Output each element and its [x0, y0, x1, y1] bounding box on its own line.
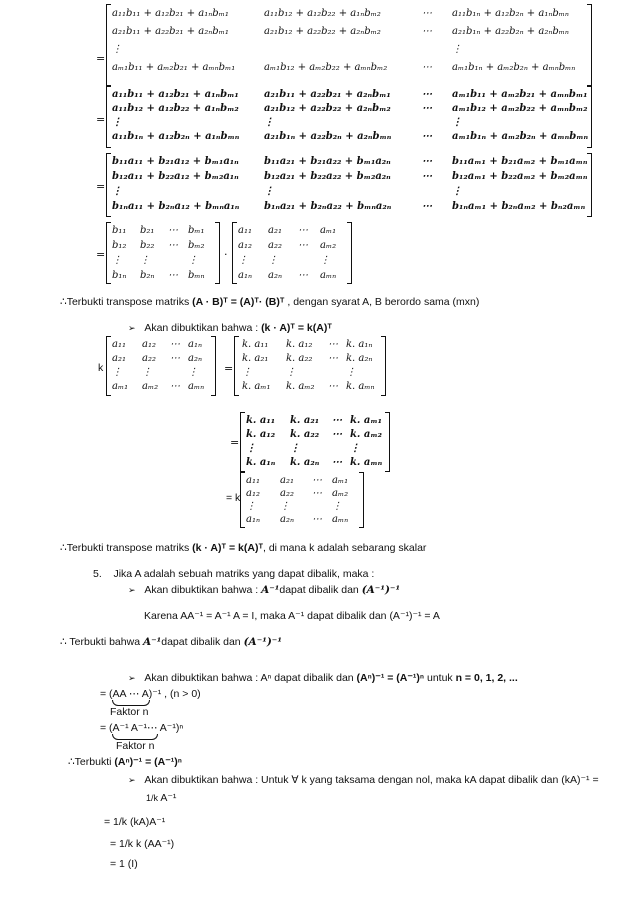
matrix-cell: ⋯ [422, 103, 432, 114]
matrix-cell: ⋮ [452, 186, 462, 197]
matrix-cell: ⋯ [422, 156, 432, 167]
matrix-cell: a₁ₙ [246, 514, 261, 525]
matrix-cell: aₘ₂ [320, 240, 337, 251]
conclusion-3: ∴ Terbukti bahwa A⁻¹dapat dibalik dan (A⁻¹)⁻¹ [60, 636, 282, 648]
matrix-cell: ⋮ [290, 443, 300, 454]
matrix-cell: b₁ₙaₘ₁ + b₂ₙaₘ₂ + bₙ₂aₘₙ [452, 201, 586, 212]
matrix-cell: ⋯ [312, 475, 322, 486]
matrix-cell: ⋮ [452, 117, 462, 128]
matrix-cell: ⋮ [246, 501, 256, 512]
equals-sign: = [230, 436, 240, 449]
matrix-cell: aₘ₁ [112, 381, 129, 392]
matrix-cell: a₁₁ [238, 225, 252, 236]
step-3: = 1 (I) [110, 858, 138, 870]
matrix-cell: a₁ₙ [238, 270, 253, 281]
matrix-cell: k. a₁ₙ [346, 339, 373, 350]
matrix-cell: ⋯ [168, 270, 178, 281]
matrix-cell: ⋮ [332, 501, 342, 512]
matrix-cell: b₁ₙ [112, 270, 127, 281]
matrix-cell: k. a₂₁ [242, 353, 269, 364]
equals-sign: = [224, 362, 234, 375]
matrix-cell: aₘₙ [332, 514, 349, 525]
equals-k: = k [226, 492, 241, 504]
matrix-cell: a₁₁b₁₂ + a₁₂b₂₂ + a₁ₙbₘ₂ [112, 103, 239, 114]
matrix-cell: b₁₂aₘ₁ + b₂₂aₘ₂ + bₘ₂aₘₙ [452, 171, 588, 182]
matrix-cell: k. a₁₁ [246, 415, 276, 426]
matrix-cell: a₁₁b₁₁ + a₁₂b₂₁ + a₁ₙbₘ₁ [112, 8, 229, 19]
matrix-cell: ⋯ [298, 240, 308, 251]
matrix-cell: ⋯ [328, 381, 338, 392]
matrix-cell: k. a₁₂ [246, 429, 276, 440]
matrix-cell: a₂₁b₁₁ + a₂₂b₂₁ + a₂ₙbₘ₁ [264, 89, 391, 100]
matrix-cell: a₂₁b₁₂ + a₂₂b₂₂ + a₂ₙbₘ₂ [264, 26, 381, 37]
matrix-cell: aₘₙ [188, 381, 205, 392]
conclusion-2: ∴Terbukti transpose matriks (k · A)ᵀ = k(A)ᵀ, di mana k adalah sebarang skalar [60, 542, 427, 554]
matrix-cell: bₘₙ [188, 270, 205, 281]
conclusion-1: ∴Terbukti transpose matriks (A · B)ᵀ = (A)ᵀ· (B)ᵀ , dengan syarat A, B berordo sama (mxn) [60, 296, 480, 308]
bullet-arrow-icon: ➢ [128, 776, 136, 786]
proof-inverse-heading: ➢ Akan dibuktikan bahwa : A⁻¹dapat dibalik dan (A⁻¹)⁻¹ [128, 584, 401, 596]
matrix-cell: ⋯ [168, 225, 178, 236]
matrix-cell: a₂ₙ [188, 353, 203, 364]
matrix-cell: ⋮ [286, 367, 296, 378]
matrix-cell: b₂₂ [140, 240, 155, 251]
proof-kA-heading: ➢ Akan dibuktikan bahwa : (k · A)ᵀ = k(A)ᵀ [128, 322, 332, 334]
matrix-cell: k. aₘ₂ [350, 429, 383, 440]
matrix-cell: a₁₁b₁₁ + a₁₂b₂₁ + a₁ₙbₘ₁ [112, 89, 239, 100]
matrix-cell: k. a₂₂ [286, 353, 313, 364]
matrix-cell: a₁₂ [142, 339, 156, 350]
equals-sign: = [96, 113, 106, 126]
matrix-cell: aₘ₂ [142, 381, 159, 392]
step-1: = 1/k (kA)A⁻¹ [104, 816, 166, 828]
matrix-cell: k. a₂ₙ [346, 353, 373, 364]
matrix-cell: ⋮ [112, 367, 122, 378]
matrix-cell: k. aₘ₁ [242, 381, 271, 392]
matrix-cell: aₘ₁b₁₁ + aₘ₂b₂₁ + aₘₙbₘ₁ [452, 89, 588, 100]
matrix-cell: ⋮ [112, 186, 122, 197]
matrix-cell: bₘ₁ [188, 225, 205, 236]
matrix-cell: a₂₁ [280, 475, 294, 486]
matrix-cell: ⋮ [246, 443, 256, 454]
matrix-cell: a₂₂ [280, 488, 294, 499]
proof-power-heading: ➢ Akan dibuktikan bahwa : Aⁿ dapat dibalik dan (Aⁿ)⁻¹ = (A⁻¹)ⁿ untuk n = 0, 1, 2, ... [128, 672, 518, 684]
matrix-cell: aₘ₁b₁ₙ + aₘ₂b₂ₙ + aₘₙbₘₙ [452, 62, 576, 73]
matrix-cell: ⋯ [328, 339, 338, 350]
matrix-cell: a₂₁b₁ₙ + a₂₂b₂ₙ + a₂ₙbₘₙ [452, 26, 569, 37]
matrix-cell: b₂₁ [140, 225, 155, 236]
equals-sign: = [96, 52, 106, 65]
matrix-cell: a₁₂ [246, 488, 260, 499]
bullet-arrow-icon: ➢ [128, 324, 136, 334]
matrix-cell: ⋮ [264, 186, 274, 197]
matrix-cell: a₂₂ [142, 353, 156, 364]
matrix-cell: a₁₁b₁ₙ + a₁₂b₂ₙ + a₁ₙbₘₙ [112, 131, 240, 142]
matrix-block-2 [106, 86, 592, 148]
matrix-cell: k. aₘ₁ [350, 415, 383, 426]
matrix-cell: ⋯ [332, 457, 342, 468]
matrix-A [106, 336, 216, 396]
line-ainv: = (A⁻¹ A⁻¹⋯ A⁻¹)ⁿ [100, 722, 184, 734]
step-2: = 1/k k (AA⁻¹) [110, 838, 175, 850]
matrix-b-transpose [106, 222, 220, 284]
matrix-cell: k. aₘ₂ [286, 381, 315, 392]
matrix-A-transpose [240, 472, 364, 528]
matrix-cell: aₘ₁ [320, 225, 337, 236]
matrix-cell: a₂ₙ [268, 270, 283, 281]
scalar-k: k [98, 362, 104, 374]
matrix-cell: ⋮ [350, 443, 360, 454]
matrix-cell: a₁₁ [246, 475, 260, 486]
matrix-cell: a₁₁ [112, 339, 126, 350]
matrix-cell: a₂₁b₁₁ + a₂₂b₂₁ + a₂ₙbₘ₁ [112, 26, 229, 37]
matrix-cell: ⋯ [422, 26, 432, 37]
proof-scalar-heading: ➢ Akan dibuktikan bahwa : Untuk ∀ k yang taksama dengan nol, maka kA dapat dibalik dan (kA)⁻¹ = [128, 774, 599, 786]
matrix-cell: aₘ₁b₁₁ + aₘ₂b₂₁ + aₘₙbₘ₁ [112, 62, 236, 73]
item-5: 5. Jika A adalah sebuah matriks yang dapat dibalik, maka : [93, 568, 375, 580]
matrix-cell: ⋯ [422, 8, 432, 19]
matrix-cell: aₘ₁b₁₂ + aₘ₂b₂₂ + aₘₙbₘ₂ [264, 62, 388, 73]
matrix-cell: ⋮ [188, 367, 198, 378]
matrix-cell: a₁₁b₁ₙ + a₁₂b₂ₙ + a₁ₙbₘₙ [452, 8, 569, 19]
matrix-cell: b₁₁aₘ₁ + b₂₁aₘ₂ + bₘ₁aₘₙ [452, 156, 588, 167]
conclusion-4: ∴Terbukti (Aⁿ)⁻¹ = (A⁻¹)ⁿ [68, 756, 182, 768]
matrix-cell: b₁₁ [112, 225, 127, 236]
matrix-cell: bₘ₂ [188, 240, 205, 251]
matrix-cell: k. aₘₙ [346, 381, 375, 392]
matrix-cell: ⋯ [422, 171, 432, 182]
matrix-cell: ⋯ [170, 339, 180, 350]
matrix-cell: k. a₂₁ [290, 415, 320, 426]
matrix-cell: ⋮ [242, 367, 252, 378]
matrix-cell: k. a₂₂ [290, 429, 320, 440]
karena-line: Karena AA⁻¹ = A⁻¹ A = I, maka A⁻¹ dapat dibalik dan (A⁻¹)⁻¹ = A [144, 610, 440, 622]
matrix-cell: ⋮ [268, 255, 278, 266]
matrix-cell: aₘ₁ [332, 475, 349, 486]
matrix-cell: ⋮ [320, 255, 330, 266]
matrix-cell: ⋯ [170, 353, 180, 364]
matrix-cell: aₘ₁b₁ₙ + aₘ₂b₂ₙ + aₘₙbₘₙ [452, 131, 589, 142]
matrix-cell: b₁₁a₂₁ + b₂₁a₂₂ + bₘ₁a₂ₙ [264, 156, 391, 167]
matrix-cell: ⋮ [238, 255, 248, 266]
matrix-kA [234, 336, 386, 396]
matrix-cell: b₁₂a₁₁ + b₂₂a₁₂ + bₘ₂a₁ₙ [112, 171, 239, 182]
matrix-cell: ⋯ [332, 415, 342, 426]
matrix-cell: ⋯ [422, 201, 432, 212]
matrix-cell: a₂₁b₁₂ + a₂₂b₂₂ + a₂ₙbₘ₂ [264, 103, 391, 114]
matrix-cell: ⋮ [346, 367, 356, 378]
matrix-cell: a₂₁b₁ₙ + a₂₂b₂ₙ + a₂ₙbₘₙ [264, 131, 392, 142]
matrix-cell: ⋯ [168, 240, 178, 251]
bullet-arrow-icon: ➢ [128, 674, 136, 684]
matrix-block-1 [106, 4, 592, 86]
matrix-cell: ⋮ [142, 367, 152, 378]
matrix-cell: k. a₁₂ [286, 339, 313, 350]
matrix-cell: ⋯ [170, 381, 180, 392]
matrix-cell: b₁₂ [112, 240, 127, 251]
faktor-n-label: Faktor n [110, 706, 149, 718]
matrix-cell: k. a₁ₙ [246, 457, 276, 468]
matrix-cell: b₁₂a₂₁ + b₂₂a₂₂ + bₘ₂a₂ₙ [264, 171, 391, 182]
dot-operator: · [224, 248, 228, 261]
matrix-cell: ⋯ [312, 488, 322, 499]
matrix-cell: ⋯ [422, 89, 432, 100]
matrix-cell: ⋮ [188, 255, 198, 266]
matrix-cell: k. aₘₙ [350, 457, 383, 468]
matrix-cell: a₂ₙ [280, 514, 295, 525]
line-aa: = (AA ⋯ A)⁻¹ , (n > 0) [100, 688, 201, 700]
matrix-cell: a₁ₙ [188, 339, 203, 350]
matrix-cell: ⋯ [312, 514, 322, 525]
matrix-cell: ⋮ [280, 501, 290, 512]
matrix-cell: ⋯ [422, 131, 432, 142]
matrix-cell: b₂ₙ [140, 270, 155, 281]
equals-sign: = [96, 248, 106, 261]
matrix-cell: k. a₁₁ [242, 339, 269, 350]
matrix-block-3 [106, 153, 592, 217]
matrix-cell: aₘ₂ [332, 488, 349, 499]
matrix-cell: ⋯ [298, 270, 308, 281]
matrix-cell: a₂₁ [112, 353, 126, 364]
matrix-cell: ⋮ [112, 255, 122, 266]
matrix-cell: ⋯ [422, 62, 432, 73]
matrix-cell: b₁ₙa₁₁ + b₂ₙa₁₂ + bₘₙa₁ₙ [112, 201, 240, 212]
matrix-cell: a₂₁ [268, 225, 282, 236]
matrix-cell: ⋯ [298, 225, 308, 236]
matrix-cell: aₘₙ [320, 270, 337, 281]
matrix-cell: a₂₂ [268, 240, 282, 251]
matrix-cell: a₁₂ [238, 240, 252, 251]
equals-sign: = [96, 180, 106, 193]
matrix-a-transpose [232, 222, 352, 284]
faktor-n-label: Faktor n [116, 740, 155, 752]
matrix-cell: aₘ₁b₁₂ + aₘ₂b₂₂ + aₘₙbₘ₂ [452, 103, 588, 114]
matrix-cell: b₁₁a₁₁ + b₂₁a₁₂ + bₘ₁a₁ₙ [112, 156, 239, 167]
matrix-cell: ⋮ [452, 44, 462, 55]
matrix-cell: k. a₂ₙ [290, 457, 320, 468]
matrix-cell: ⋮ [264, 117, 274, 128]
matrix-cell: ⋮ [112, 117, 122, 128]
matrix-cell: ⋮ [112, 44, 122, 55]
matrix-cell: b₁ₙa₂₁ + b₂ₙa₂₂ + bₘₙa₂ₙ [264, 201, 392, 212]
matrix-cell: ⋮ [140, 255, 150, 266]
matrix-kA-transpose [240, 412, 390, 472]
matrix-cell: ⋯ [328, 353, 338, 364]
proof-scalar-rhs: 1/k A⁻¹ [146, 792, 177, 804]
matrix-cell: ⋯ [332, 429, 342, 440]
matrix-cell: a₁₁b₁₂ + a₁₂b₂₂ + a₁ₙbₘ₂ [264, 8, 381, 19]
